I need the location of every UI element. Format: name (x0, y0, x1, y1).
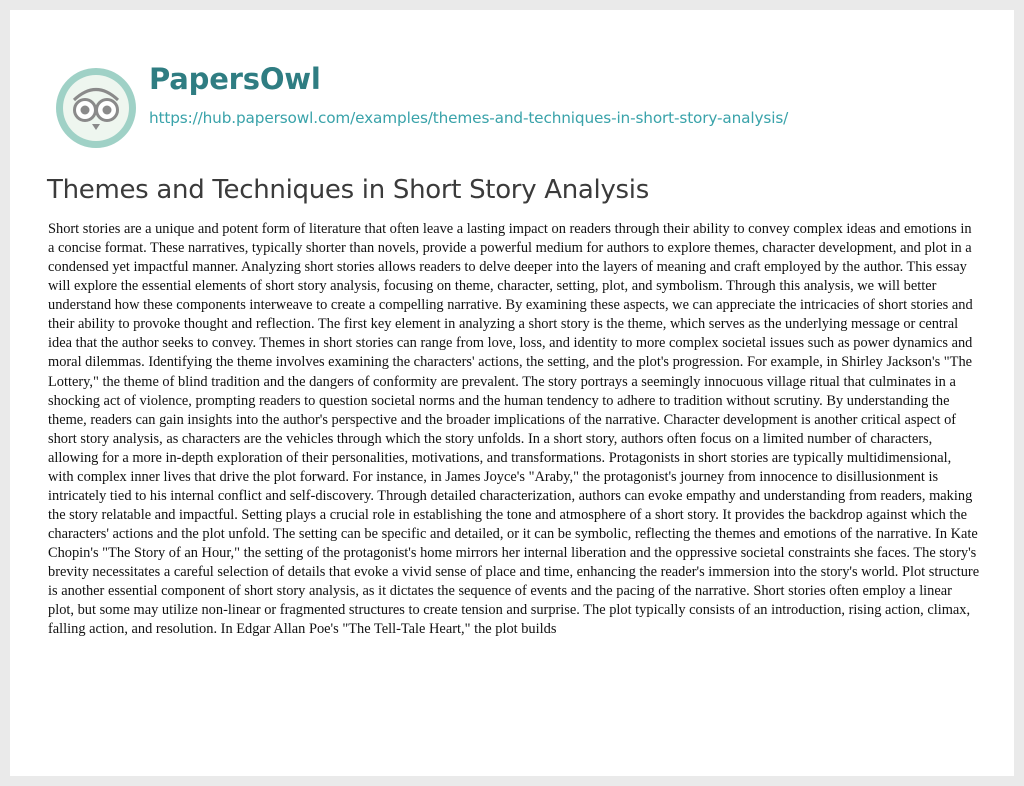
owl-logo-icon (55, 67, 137, 149)
page-title: Themes and Techniques in Short Story Analysis (47, 175, 649, 205)
article-body: Short stories are a unique and potent form of literature that often leave a lasting impact on readers through their ability to convey complex ideas and emotions in a concise format. These narratives, typically shorter than novels, provide a powerful medium for authors to explore themes, character development, and plot in a condensed yet impactful manner. Analyzing short stories allows readers to delve deeper into the layers of meaning and craft employed by the author. This essay will explore the essential elements of short story analysis, focusing on theme, character, setting, plot, and symbolism. Through this analysis, we will better understand how these components interweave to create a compelling narrative. By examining these aspects, we can appreciate the intricacies of short stories and their ability to provoke thought and reflection. The first key element in analyzing a short story is the theme, which serves as the underlying message or central idea that the author seeks to convey. Themes in short stories can range from love, loss, and identity to more complex societal issues such as power dynamics and moral dilemmas. Identifying the theme involves examining the characters' actions, the setting, and the plot's progression. For example, in Shirley Jackson's "The Lottery," the theme of blind tradition and the dangers of conformity are prevalent. The story portrays a seemingly innocuous village ritual that culminates in a shocking act of violence, prompting readers to question societal norms and the human tendency to adhere to tradition without scrutiny. By understanding the theme, readers can gain insights into the author's perspective and the broader implications of the narrative. Character development is another critical aspect of short story analysis, as characters are the vehicles through which the story unfolds. In a short story, authors often focus on a limited number of characters, allowing for a more in-depth exploration of their personalities, motivations, and transformations. Protagonists in short stories are typically multidimensional, with complex inner lives that drive the plot forward. For instance, in James Joyce's "Araby," the protagonist's journey from innocence to disillusionment is intricately tied to his internal conflict and self-discovery. Through detailed characterization, authors can evoke empathy and understanding from readers, making the story relatable and impactful. Setting plays a crucial role in establishing the tone and atmosphere of a short story. It provides the backdrop against which the characters' actions and the plot unfold. The setting can be specific and detailed, or it can be symbolic, reflecting the themes and emotions of the narrative. In Kate Chopin's "The Story of an Hour," the setting of the protagonist's home mirrors her internal liberation and the oppressive societal constraints she faces. The story's brevity necessitates a careful selection of details that evoke a vivid sense of place and time, enhancing the reader's immersion into the story's world. Plot structure is another essential component of short story analysis, as it dictates the sequence of events and the pacing of the narrative. Short stories often employ a linear plot, but some may utilize non-linear or fragmented structures to create tension and surprise. The plot typically consists of an introduction, rising action, climax, falling action, and resolution. In Edgar Allan Poe's "The Tell-Tale Heart," the plot builds (48, 221, 980, 638)
brand-name: PapersOwl (149, 62, 321, 96)
source-url-link[interactable]: https://hub.papersowl.com/examples/themes-and-techniques-in-short-story-analysis/ (149, 109, 789, 127)
document-page (10, 10, 1014, 776)
